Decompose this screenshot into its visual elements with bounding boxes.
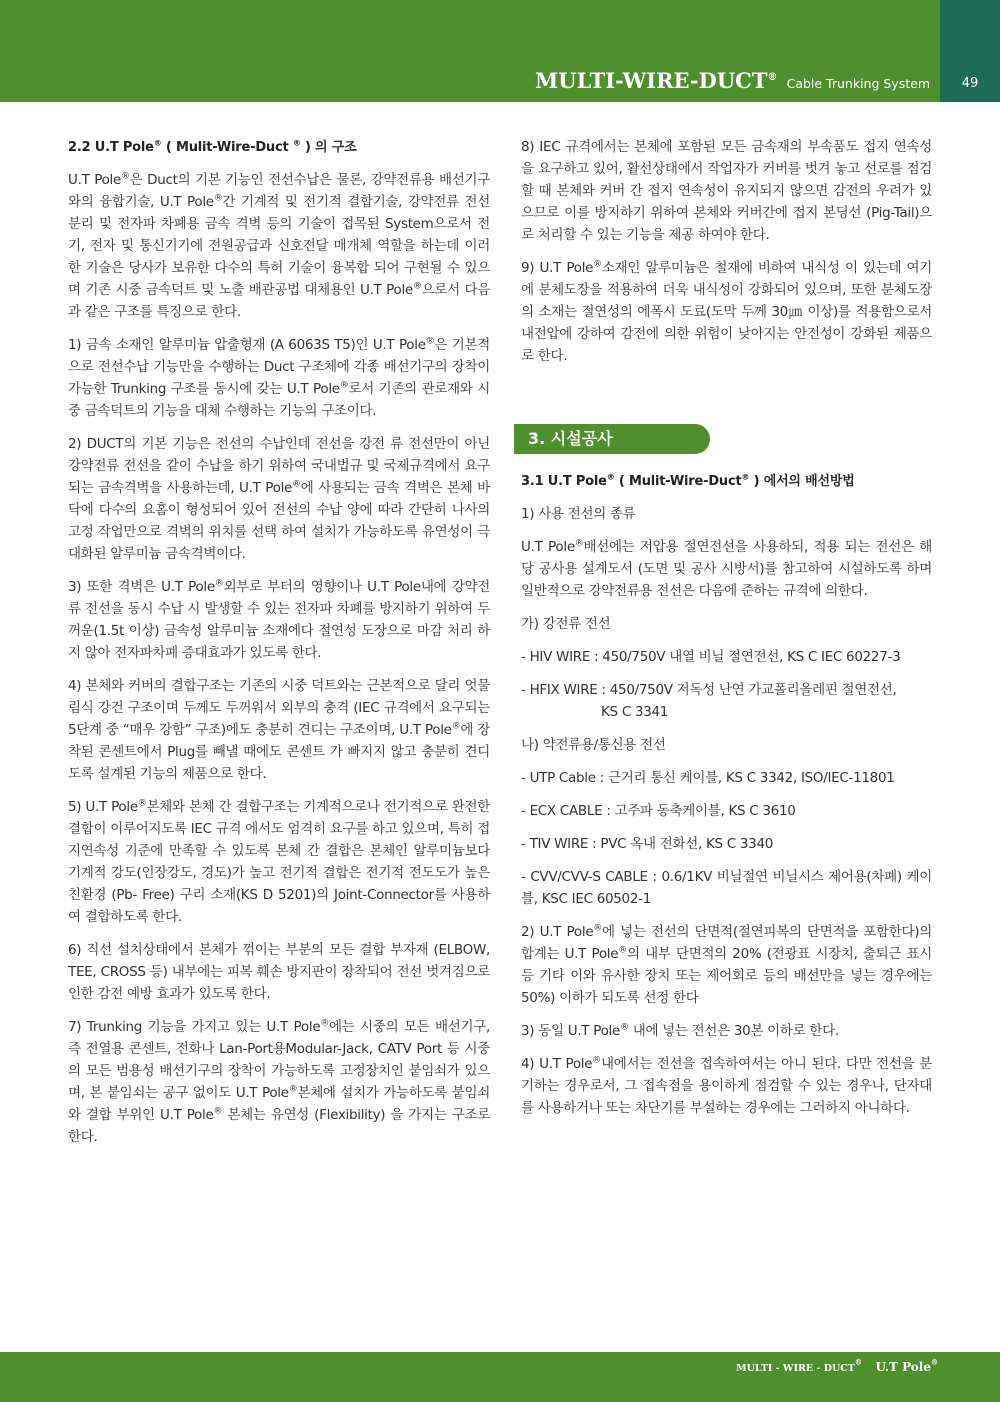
heading-part: ( Mulit-Wire-Duct [614,474,742,489]
reg-mark: ® [451,721,461,732]
reg-mark: ® [593,923,603,934]
reg-mark: ® [741,472,750,482]
text-run: 소재인 알루미늄은 철재에 비하여 내식성 이 있는데 여기에 분체도장을 적용하여 더욱 내식성이 강화되어 있으며, 또한 분체도장의 소재는 절연성의 에폭시 도료(도막 두께 30㎛ 이상)를 적용함으로서 내전압에 강하여 감전에 의한 위험이 낮아지는 안전성이 강화된 제품으로 한다. [521,260,932,364]
reg-mark: ® [214,578,224,589]
reg-mark: ® [288,1084,298,1095]
heading-part: ) 의 구조 [300,140,357,155]
reg-mark: ® [213,193,223,204]
heading-part: 3.1 U.T Pole [521,474,607,489]
sub-item-1-title: 1) 사용 전선의 종류 [521,506,636,522]
item-2-paragraph [68,433,490,565]
hfix-wire-item [521,679,932,701]
reg-mark: ® [592,1055,601,1066]
item-1-paragraph [68,334,490,422]
header-brand [535,68,777,93]
spacer [521,378,932,418]
reg-mark: ® [606,472,615,482]
text-run: 3) 동일 U.T Pole [521,1023,621,1039]
text-run: 은 Duct의 기본 기능인 전선수납은 물론, 강약전류용 배선기구와의 융합기술, U.T Pole [68,172,490,210]
text-run: 2) U.T Pole [521,924,594,940]
item-3-paragraph [68,576,490,664]
utp-cable-item: - UTP Cable : 근거리 통신 케이블, KS C 3342, ISO/IEC-11801 [521,770,895,786]
text-run: 은 기본적으로 전선수납 기능만을 수행하는 Duct 구조체에 각종 배선기구의 장착이 가능한 Trunking 구조를 동시에 갖는 U.T Pole [68,337,490,397]
header-brand-text: MULTI-WIRE-DUCT [535,68,768,93]
heading-part: ( Mulit-Wire-Duct [161,140,293,155]
page-number: 49 [961,76,979,91]
left-column [68,136,490,1159]
text-run: 5) U.T Pole [68,799,138,815]
reg-mark: ® [593,259,602,270]
text-run: 배선에는 저압용 절연전선을 사용하되, 적용 되는 전선은 해당 공사용 설계도서 (도면 및 공사 시방서)를 참고하여 시설하도록 하며 일반적으로 강약전류용 전선은 다음에 준하는 규격에 의한다. [521,539,932,599]
text-run: U.T Pole [68,172,121,188]
reg-mark: ® [153,138,162,148]
header-reg: ® [767,72,778,83]
text-run: 1) 금속 소재인 알루미늄 압출형재 (A 6063S T5)인 U.T Pole [68,337,426,353]
footer-brand: MULTI - WIRE - DUCT [736,1363,855,1374]
item-6-paragraph: 6) 직선 설치상태에서 본체가 꺾이는 부분의 모든 결합 부자재 (ELBOW, TEE, CROSS 등) 내부에는 피복 훼손 방지판이 장착되어 전선 벗겨짐으로 인한 감전 예방 효과가 있도록 한다. [68,942,490,1002]
sub-item-3-paragraph [521,1020,932,1042]
item-9-paragraph [521,257,932,367]
intro-paragraph [68,169,490,323]
reg-mark: ® [854,1357,862,1367]
ecx-cable-item: - ECX CABLE : 고주파 동축케이블, KS C 3610 [521,803,796,819]
footer-product: U.T Pole [875,1360,931,1374]
text-run: 내에 넣는 전선은 30본 이하로 한다. [628,1023,839,1039]
sub-item-2-paragraph [521,921,932,1009]
text-run: 으로서 다음과 같은 구조를 특징으로 한다. [68,282,490,320]
sub-item-4-paragraph [521,1053,932,1119]
text-run: 3) 또한 격벽은 U.T Pole [68,579,215,595]
item-4-paragraph [68,675,490,785]
reg-mark: ® [339,380,349,391]
hfix-ks-code: KS C 3341 [601,704,669,720]
header-subtitle: Cable Trunking System [786,76,930,91]
reg-mark: ® [412,281,422,292]
text-run: 에 장착된 콘센트에서 Plug를 빼낼 때에도 콘센트 가 빠지지 않고 충분히 견디도록 설계된 기능의 제품으로 한다. [68,722,490,782]
section-2-2-heading [68,136,490,155]
hiv-wire-item: - HIV WIRE : 450/750V 내열 비닐 절연전선, KS C IEC 60227-3 [521,649,901,665]
text-run: 4) U.T Pole [521,1056,593,1072]
right-column [521,136,932,1130]
text-run: 에 사용되는 금속 격벽은 본체 바닥에 다수의 요홈이 형성되어 있어 전선의 수납 양에 따라 간단히 나사의 고정 작업만으로 격벽의 위치를 선택 하여 설치가 가능하도록 유연성이 극대화된 알루미늄 금속격벽이다. [68,480,490,562]
reg-mark: ® [120,171,130,182]
reg-mark: ® [137,798,147,809]
section-3-banner: 3. 시설공사 [514,424,710,454]
text-run: 내에서는 전선을 접속하여서는 아니 된다. 다만 전선을 분기하는 경우로서, 그 접속점을 용이하게 점검할 수 있는 경우나, 단자대를 사용하거나 또는 차단기를 부설하는 경우에는 그러하지 아니하다. [521,1056,932,1116]
text-run: 외부로 부터의 영향이나 U.T Pole내에 강약전류 전선을 동시 수납 시 발생할 수 있는 전자파 차폐를 방지하기 위하여 두꺼운(1.5t 이상) 금속성 알루미늄 소재에다 절연성 도장으로 마감 처리 하지 않아 전자파차폐 증대효과가 있도록 한다. [68,579,490,661]
heading-part: 2.2 U.T Pole [68,140,154,155]
footer-title [736,1356,938,1375]
text-run: 에 넣는 전선의 단면적(절연피복의 단면적을 포함한다)의 합계는 U.T Pole [521,924,932,962]
text-run: 4) 본체와 커버의 결합구조는 기존의 시중 덕트와는 근본적으로 달리 엇물림식 강건 구조이며 두께도 두꺼워서 외부의 충격 (IEC 규격에서 요구되는 5단계 중 “매우 강함” 구조)에도 충분히 견디는 구조이며, U.T Pole [68,678,490,738]
text-run: 의 내부 단면적의 20% (전광표 시장치, 출퇴근 표시 등 기타 이와 유사한 장치 또는 제어회로 등의 배선만을 넣는 경우에는 50%) 이하가 되도록 선정 한다 [521,946,933,1006]
reg-mark: ® [213,1106,223,1117]
text-run: U.T Pole [521,539,575,555]
text-run: 2) DUCT의 기본 기능은 전선의 수납인데 전선을 강전 류 전선만이 아닌 강약전류 전선을 같이 수납을 하기 위하여 국내법규 및 국제규격에서 요구되는 금속격벽을 사용하는데, U.T Pole [68,436,490,496]
reg-mark: ® [292,138,301,148]
heading-part: ) 에서의 배선방법 [749,474,855,489]
reg-mark: ® [574,538,584,549]
text-run: 본체는 유연성 (Flexibility) 을 가지는 구조로 한다. [68,1107,490,1145]
reg-mark: ® [618,945,627,956]
signal-wire-title: 나) 약전류용/통신용 전선 [521,737,666,753]
text-run: 로서 기존의 관로재와 시중 금속덕트의 기능을 대체 수행하는 기능의 구조이다. [68,381,490,419]
reg-mark: ® [320,1018,330,1029]
tiv-wire-item: - TIV WIRE : PVC 옥내 전화선, KS C 3340 [521,836,774,852]
text-run: 간 기계적 및 전기적 결합기술, 강약전류 전선 분리 및 전자파 차폐용 금속 격벽 등의 기술이 접목된 System으로서 전기, 전자 및 통신기기에 전원공급과 신호전달 매개체 역할을 하는데 이러한 기술은 당사가 보유한 다수의 특허 기술이 융복합 되어 구현될 수 있으며 기존 시중 금속덕트 및 노출 배관공법 대체용인 U.T Pole [68,194,490,298]
text-run: 에는 시중의 모든 배선기구, 즉 전열용 콘센트, 전화나 Lan-Port용Modular-Jack, CATV Port 등 시중의 모든 범용성 배선기구의 장착이 가능하도록 고정장치인 붙임쇠가 있으며, 본 붙임쇠는 공구 없이도 U.T Pole [68,1019,490,1101]
reg-mark: ® [620,1022,629,1033]
item-8-paragraph: 8) IEC 규격에서는 본체에 포함된 모든 금속재의 부속품도 접지 연속성을 요구하고 있어, 활선상태에서 작업자가 커버를 벗겨 놓고 선로를 점검할 때 본체와 커버 간 접지 연속성이 유지되지 않으면 감전의 우려가 있으므로 이를 방지하기 위하여 본체와 커버간에 접지 본딩선 (Pig-Tail)으로 처리할 수 있는 기능을 제공 하여야 한다. [521,139,932,243]
text-run: 9) U.T Pole [521,260,594,276]
text-run: - HFIX WIRE : 450/750V 저독성 난연 가교폴리올레핀 절연전선, [521,682,897,698]
sub-item-1-body [521,536,932,602]
text-run: 본체에 설치가 가능하도록 붙임쇠와 결합 부위인 U.T Pole [68,1085,490,1123]
text-run: 본체와 본체 간 결합구조는 기계적으로나 전기적으로 완전한 결합이 이루어지도록 IEC 규격 에서도 엄격히 요구를 하고 있으며, 특히 접지연속성 기준에 만족할 수 있도록 본체 간 결합은 본체인 알루미늄보다 기계적 강도(인장강도, 경도)가 높고 전기적 결합은 전기적 전도도가 높은 친환경 (Pb- Free) 구리 소재(KS D 5201)의 Joint-Connector를 사용하여 결합하도록 한다. [68,799,490,925]
item-7-paragraph [68,1016,490,1148]
item-5-paragraph [68,796,490,928]
power-wire-title: 가) 강전류 전선 [521,616,611,632]
cvv-cable-item: - CVV/CVV-S CABLE : 0.6/1KV 비닐절연 비닐시스 제어용(차폐) 케이블, KSC IEC 60502-1 [521,869,932,907]
section-3-1-heading [521,470,932,489]
reg-mark: ® [931,1357,938,1367]
text-run: 7) Trunking 기능을 가지고 있는 U.T Pole [68,1019,321,1035]
reg-mark: ® [425,336,435,347]
reg-mark: ® [292,479,301,490]
header-title [535,68,930,93]
